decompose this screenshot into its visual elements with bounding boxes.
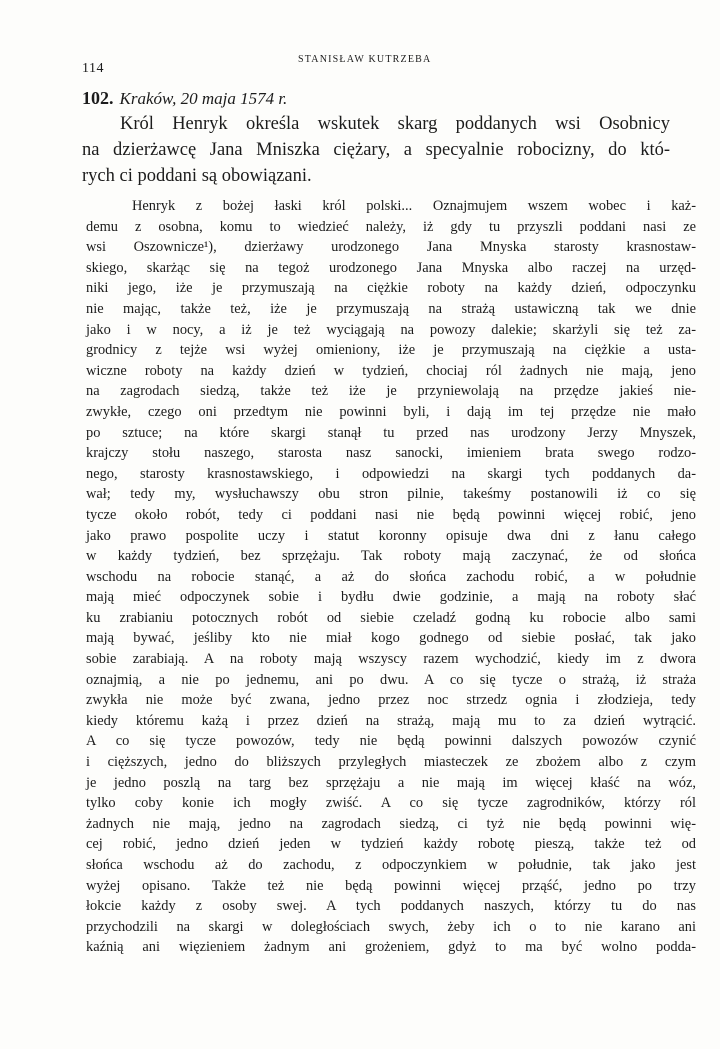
document-place-date: Kraków, 20 maja 1574 r. bbox=[119, 89, 288, 108]
body-line: wyżej opisano. Także też nie będą powinni więcej prząść, jedno po trzy bbox=[86, 877, 696, 894]
body-line: nie mając, także też, iże je przymuszają na strażą ustawiczną tak we dnie bbox=[86, 300, 696, 317]
body-line: i cięższych, jedno do bliższych przyległych miasteczek ze zbożem albo z czym bbox=[86, 754, 696, 771]
body-line: nego, starosty krasnostawskiego, i odpowiedzi na skargi tych poddanych da- bbox=[86, 465, 696, 482]
body-line: niki jego, iże je przymuszają na ciężkie roboty na każdy dzień, odpoczynku bbox=[86, 280, 696, 297]
body-line: przychodzili na skargi w doległościach swych, żeby ich o to nie karano ani bbox=[86, 918, 696, 935]
body-line: je jedno poszlą na targ bez sprzężaju a nie mają im więcej kłaść na wóz, bbox=[86, 774, 696, 791]
body-line: ku zrabianiu potocznych robót od siebie czeladź godną ku robocie albo sami bbox=[86, 609, 696, 626]
body-line: kaźnią ani więzieniem żadnym ani grożeniem, gdyż to ma być wolno podda- bbox=[86, 939, 696, 956]
summary-line: Król Henryk określa wskutek skarg poddanych wsi Osobnicy bbox=[120, 114, 670, 134]
body-line: Henryk z bożej łaski król polski... Oznajmujem wszem wobec i każ- bbox=[132, 198, 696, 214]
page-number: 114 bbox=[82, 61, 104, 76]
body-line: mają mieć odpoczynek sobie i bydłu dwie godzinie, a mają na roboty słać bbox=[86, 589, 696, 606]
body-line: jako i w nocy, a iż je też wyciągają na powozy dalekie; skarżyli się też za- bbox=[86, 321, 696, 338]
body-line: tylko coby konie ich mogły zwiść. A co się tycze zagrodników, którzy ról bbox=[86, 795, 696, 812]
body-line: w każdy tydzień, bez sprzężaju. Tak roboty mają zaczynać, że od słońca bbox=[86, 548, 696, 565]
body-line: krajczy stołu naszego, starosta nasz sanocki, imieniem brata swego rodzo- bbox=[86, 445, 696, 462]
body-line: na zagrodach siedzą, także też iże je przyniewolają na przędze jakieś nie- bbox=[86, 383, 696, 400]
body-line: cej robić, jedno dzień jeden w tydzień każdy robotę pieszą, także też od bbox=[86, 836, 696, 853]
summary-line: rych ci poddani są obowiązani. bbox=[82, 166, 312, 186]
document-number: 102. bbox=[82, 88, 114, 108]
body-line: żadnych nie mają, jedno na zagrodach siedzą, ci tyż nie będą powinni wię- bbox=[86, 815, 696, 832]
document-body bbox=[86, 196, 696, 958]
body-line: wsi Oszownicze¹), dzierżawy urodzonego Jana Mnyska starosty krasnostaw- bbox=[86, 239, 696, 256]
body-line: demu z osobna, komu to wiedzieć należy, iż gdy tu przyszli poddani nasi ze bbox=[86, 218, 696, 235]
document-heading bbox=[82, 88, 287, 109]
body-line: słońca wschodu aż do zachodu, z odpoczynkiem w południe, tak jako jest bbox=[86, 857, 696, 873]
body-line: wiczne roboty na każdy dzień w tydzień, chociaj ról żadnych nie mają, jeno bbox=[86, 362, 696, 379]
body-line: mają bywać, jeśliby kto nie miał kogo godnego od siebie posłać, tak jako bbox=[86, 630, 696, 647]
bleed-through-text bbox=[190, 12, 520, 24]
body-line: wał; tedy my, wysłuchawszy obu stron pilnie, takeśmy postanowili iż co się bbox=[86, 486, 696, 503]
running-head: STANISŁAW KUTRZEBA bbox=[298, 54, 432, 65]
body-line: zwykła nie może być zwana, jedno przez noc strzedz ognia i złodzieja, tedy bbox=[86, 692, 696, 709]
body-line: kiedy któremu każą i przez dzień na strażą, mają mu to za dzień wytrącić. bbox=[86, 712, 696, 729]
document-summary bbox=[82, 111, 670, 189]
body-line: oznajmią, a nie po jednemu, ani po dwu. A co się tycze o strażą, iż straża bbox=[86, 671, 696, 688]
body-line: A co się tycze powozów, tedy nie będą powinni dalszych powozów czynić bbox=[86, 733, 696, 750]
body-line: grodnicy z tejże wsi wyżej omieniony, iże je przymuszają na ciężkie a usta- bbox=[86, 342, 696, 359]
summary-line: na dzierżawcę Jana Mniszka ciężary, a specyalnie robocizny, do któ- bbox=[82, 140, 670, 160]
body-line: po sztuce; na które skargi stanął tu przed nas urodzony Jerzy Mnyszek, bbox=[86, 424, 696, 441]
body-line: wschodu na robocie stanąć, a aż do słońca zachodu robić, a w południe bbox=[86, 568, 696, 585]
body-line: tycze około robót, tedy ci poddani nasi nie będą powinni więcej robić, jeno bbox=[86, 506, 696, 523]
body-line: skiego, skarżąc się na tegoż urodzonego Jana Mnyska albo raczej na urzęd- bbox=[86, 259, 696, 276]
body-line: łokcie każdy z osoby swej. A tych poddanych naszych, którzy tu do nas bbox=[86, 898, 696, 915]
body-line: sobie zarabiają. A na roboty mają wszyscy razem wychodzić, kiedy im z dwora bbox=[86, 651, 696, 668]
body-line: zwykłe, czego oni przedtym nie powinni byli, i dają im tej przędze nie mało bbox=[86, 403, 696, 420]
body-line: jako prawo pospolite uczy i statut koronny opisuje dwa dni z łanu całego bbox=[86, 527, 696, 544]
